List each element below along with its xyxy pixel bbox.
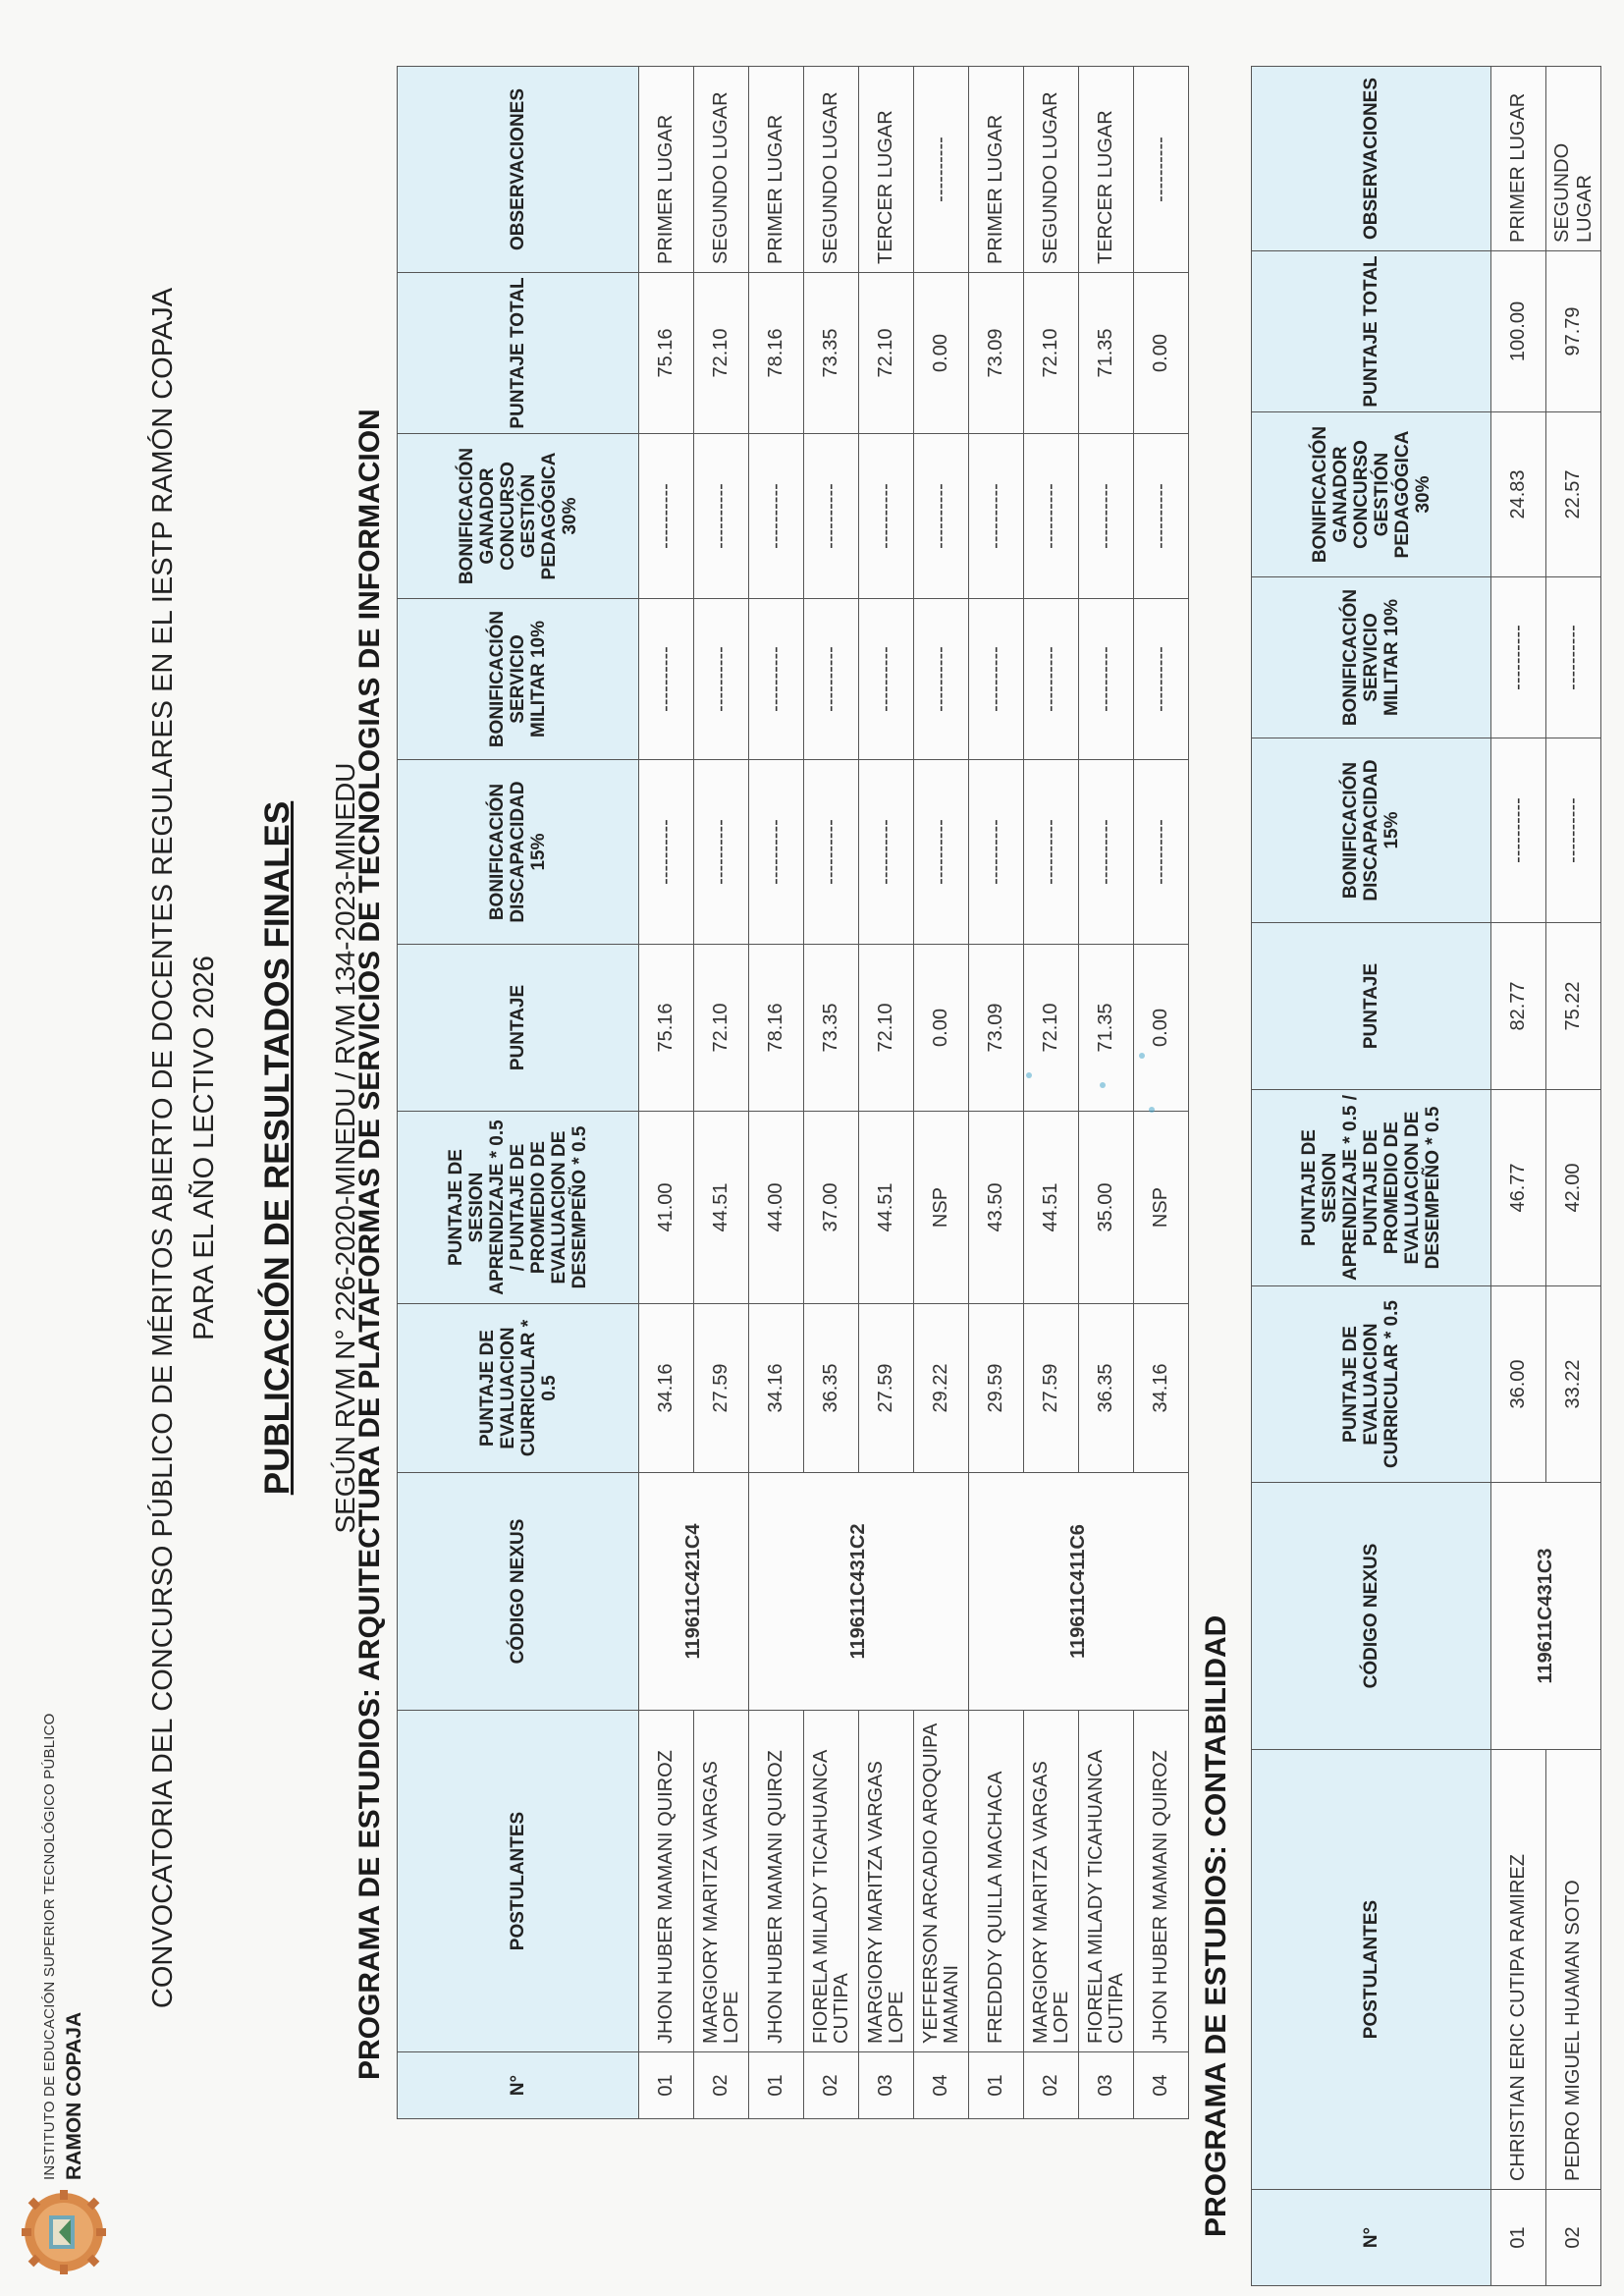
sesion-score: 42.00 bbox=[1546, 1090, 1601, 1286]
puntaje-total: 100.00 bbox=[1491, 251, 1546, 412]
sesion-score: NSP bbox=[914, 1112, 969, 1304]
bonus-ganador: ---------- bbox=[1079, 434, 1134, 599]
col-total: PUNTAJE TOTAL bbox=[398, 273, 639, 434]
postulante-name: JHON HUBER MAMANI QUIROZ bbox=[639, 1711, 694, 2052]
bonus-discapacidad: ---------- bbox=[859, 760, 914, 945]
row-number: 02 bbox=[694, 2052, 749, 2119]
table-row bbox=[639, 67, 694, 2119]
bonus-militar: ---------- bbox=[914, 599, 969, 760]
observacion: SEGUNDO LUGAR bbox=[694, 67, 749, 273]
puntaje-total: 78.16 bbox=[749, 273, 804, 434]
puntaje-total: 97.79 bbox=[1546, 251, 1601, 412]
col-postulantes: POSTULANTES bbox=[398, 1711, 639, 2052]
col-codigo-nexus: CÓDIGO NEXUS bbox=[398, 1473, 639, 1711]
rvm-reference: SEGÚN RVM N° 226-2020-MINEDU / RVM 134-2023-MINEDU bbox=[330, 762, 360, 1534]
postulante-name: MARGIORY MARITZA VARGAS LOPE bbox=[694, 1711, 749, 2052]
puntaje-total: 0.00 bbox=[914, 273, 969, 434]
bonus-militar: ---------- bbox=[1134, 599, 1189, 760]
col-sesion: PUNTAJE DE SESION APRENDIZAJE * 0.5 / PUNTAJE DE PROMEDIO DE EVALUACION DE DESEMPEÑO * 0.5 bbox=[398, 1112, 639, 1304]
bonus-militar: ---------- bbox=[804, 599, 859, 760]
row-number: 04 bbox=[1134, 2052, 1189, 2119]
col-n: N° bbox=[398, 2052, 639, 2119]
col-observaciones: OBSERVACIONES bbox=[1252, 67, 1491, 251]
observacion: SEGUNDO LUGAR bbox=[804, 67, 859, 273]
col-n: N° bbox=[1252, 2190, 1491, 2286]
eval-curricular: 36.35 bbox=[1079, 1304, 1134, 1473]
row-number: 01 bbox=[969, 2052, 1024, 2119]
observacion: PRIMER LUGAR bbox=[969, 67, 1024, 273]
row-number: 02 bbox=[1546, 2190, 1601, 2286]
row-number: 02 bbox=[804, 2052, 859, 2119]
sesion-score: 44.51 bbox=[859, 1112, 914, 1304]
codigo-nexus: 119611C411C6 bbox=[969, 1473, 1189, 1711]
puntaje-total: 72.10 bbox=[859, 273, 914, 434]
postulante-name: YEFFERSON ARCADIO AROQUIPA MAMANI bbox=[914, 1711, 969, 2052]
eval-curricular: 34.16 bbox=[749, 1304, 804, 1473]
bonus-ganador: ---------- bbox=[749, 434, 804, 599]
col-discapacidad: BONIFICACIÓN DISCAPACIDAD 15% bbox=[398, 760, 639, 945]
postulante-name: JHON HUBER MAMANI QUIROZ bbox=[749, 1711, 804, 2052]
puntaje-total: 72.10 bbox=[694, 273, 749, 434]
sesion-score: 43.50 bbox=[969, 1112, 1024, 1304]
postulante-name: FREDDDY QUILLA MACHACA bbox=[969, 1711, 1024, 2052]
codigo-nexus: 119611C421C4 bbox=[639, 1473, 749, 1711]
puntaje: 0.00 bbox=[1134, 945, 1189, 1112]
table-row bbox=[914, 67, 969, 2119]
table-row bbox=[1079, 67, 1134, 2119]
sesion-score: 37.00 bbox=[804, 1112, 859, 1304]
puntaje: 72.10 bbox=[694, 945, 749, 1112]
observacion: SEGUNDO LUGAR bbox=[1546, 67, 1601, 251]
bonus-ganador: ---------- bbox=[914, 434, 969, 599]
sesion-score: 35.00 bbox=[1079, 1112, 1134, 1304]
table-row bbox=[1546, 67, 1601, 2286]
bonus-militar: ---------- bbox=[694, 599, 749, 760]
ink-speck bbox=[1149, 1107, 1155, 1113]
row-number: 01 bbox=[639, 2052, 694, 2119]
col-codigo-nexus: CÓDIGO NEXUS bbox=[1252, 1483, 1491, 1750]
table-row bbox=[969, 67, 1024, 2119]
bonus-militar: ---------- bbox=[859, 599, 914, 760]
col-eval-curricular: PUNTAJE DE EVALUACION CURRICULAR * 0.5 bbox=[398, 1304, 639, 1473]
table-row bbox=[1024, 67, 1079, 2119]
bonus-militar: ---------- bbox=[1024, 599, 1079, 760]
observacion: PRIMER LUGAR bbox=[1491, 67, 1546, 251]
observacion: SEGUNDO LUGAR bbox=[1024, 67, 1079, 273]
sesion-score: 44.00 bbox=[749, 1112, 804, 1304]
eval-curricular: 29.22 bbox=[914, 1304, 969, 1473]
bonus-discapacidad: ---------- bbox=[1134, 760, 1189, 945]
col-puntaje: PUNTAJE bbox=[398, 945, 639, 1112]
row-number: 04 bbox=[914, 2052, 969, 2119]
bonus-ganador: 24.83 bbox=[1491, 412, 1546, 577]
puntaje: 75.22 bbox=[1546, 923, 1601, 1090]
results-table-arquitectura bbox=[397, 66, 1189, 2119]
puntaje: 72.10 bbox=[1024, 945, 1079, 1112]
puntaje: 73.35 bbox=[804, 945, 859, 1112]
bonus-discapacidad: ---------- bbox=[694, 760, 749, 945]
bonus-ganador: ---------- bbox=[804, 434, 859, 599]
bonus-discapacidad: ---------- bbox=[1491, 738, 1546, 923]
postulante-name: MARGIORY MARITZA VARGAS LOPE bbox=[1024, 1711, 1079, 2052]
col-postulantes: POSTULANTES bbox=[1252, 1750, 1491, 2190]
bonus-militar: ---------- bbox=[969, 599, 1024, 760]
bonus-discapacidad: ---------- bbox=[914, 760, 969, 945]
col-ganador: BONIFICACIÓN GANADOR CONCURSO GESTIÓN PEDAGÓGICA 30% bbox=[398, 434, 639, 599]
postulante-name: PEDRO MIGUEL HUAMAN SOTO bbox=[1546, 1750, 1601, 2190]
bonus-ganador: ---------- bbox=[969, 434, 1024, 599]
bonus-discapacidad: ---------- bbox=[639, 760, 694, 945]
puntaje-total: 71.35 bbox=[1079, 273, 1134, 434]
bonus-militar: ---------- bbox=[1546, 577, 1601, 738]
col-militar: BONIFICACIÓN SERVICIO MILITAR 10% bbox=[1252, 577, 1491, 738]
postulante-name: MARGIORY MARITZA VARGAS LOPE bbox=[859, 1711, 914, 2052]
bonus-discapacidad: ---------- bbox=[1024, 760, 1079, 945]
puntaje: 78.16 bbox=[749, 945, 804, 1112]
col-sesion: PUNTAJE DE SESION APRENDIZAJE * 0.5 / PUNTAJE DE PROMEDIO DE EVALUACION DE DESEMPEÑO * 0.5 bbox=[1252, 1090, 1491, 1286]
col-total: PUNTAJE TOTAL bbox=[1252, 251, 1491, 412]
postulante-name: JHON HUBER MAMANI QUIROZ bbox=[1134, 1711, 1189, 2052]
codigo-nexus: 119611C431C2 bbox=[749, 1473, 969, 1711]
institution-name: RAMON COPAJA bbox=[63, 2011, 85, 2180]
sesion-score: 46.77 bbox=[1491, 1090, 1546, 1286]
sesion-score: 44.51 bbox=[1024, 1112, 1079, 1304]
postulante-name: FIORELA MILADY TICAHUANCA CUTIPA bbox=[804, 1711, 859, 2052]
observacion: PRIMER LUGAR bbox=[639, 67, 694, 273]
school-year: PARA EL AÑO LECTIVO 2026 bbox=[189, 956, 220, 1340]
eval-curricular: 36.00 bbox=[1491, 1286, 1546, 1483]
col-eval-curricular: PUNTAJE DE EVALUACION CURRICULAR * 0.5 bbox=[1252, 1286, 1491, 1483]
bonus-militar: ---------- bbox=[639, 599, 694, 760]
bonus-discapacidad: ---------- bbox=[1079, 760, 1134, 945]
row-number: 03 bbox=[1079, 2052, 1134, 2119]
table-row bbox=[804, 67, 859, 2119]
eval-curricular: 27.59 bbox=[1024, 1304, 1079, 1473]
bonus-ganador: ---------- bbox=[639, 434, 694, 599]
eval-curricular: 33.22 bbox=[1546, 1286, 1601, 1483]
eval-curricular: 34.16 bbox=[1134, 1304, 1189, 1473]
puntaje: 82.77 bbox=[1491, 923, 1546, 1090]
puntaje: 75.16 bbox=[639, 945, 694, 1112]
bonus-discapacidad: ---------- bbox=[749, 760, 804, 945]
row-number: 03 bbox=[859, 2052, 914, 2119]
bonus-ganador: ---------- bbox=[1134, 434, 1189, 599]
table-row bbox=[749, 67, 804, 2119]
bonus-discapacidad: ---------- bbox=[804, 760, 859, 945]
codigo-nexus: 119611C431C3 bbox=[1491, 1483, 1601, 1750]
bonus-ganador: ---------- bbox=[859, 434, 914, 599]
program-title-contabilidad: PROGRAMA DE ESTUDIOS: CONTABILIDAD bbox=[1200, 1614, 1232, 2237]
sesion-score: 41.00 bbox=[639, 1112, 694, 1304]
eval-curricular: 27.59 bbox=[694, 1304, 749, 1473]
puntaje: 72.10 bbox=[859, 945, 914, 1112]
row-number: 01 bbox=[1491, 2190, 1546, 2286]
puntaje-total: 73.35 bbox=[804, 273, 859, 434]
eval-curricular: 36.35 bbox=[804, 1304, 859, 1473]
postulante-name: FIORELA MILADY TICAHUANCA CUTIPA bbox=[1079, 1711, 1134, 2052]
col-discapacidad: BONIFICACIÓN DISCAPACIDAD 15% bbox=[1252, 738, 1491, 923]
puntaje-total: 73.09 bbox=[969, 273, 1024, 434]
observacion: TERCER LUGAR bbox=[1079, 67, 1134, 273]
table-row bbox=[1134, 67, 1189, 2119]
col-observaciones: OBSERVACIONES bbox=[398, 67, 639, 273]
ink-speck bbox=[1139, 1053, 1145, 1059]
program-title-arquitectura: PROGRAMA DE ESTUDIOS: ARQUITECTURA DE PLATAFORMAS DE SERVICIOS DE TECNOLOGIAS DE INFORMACION bbox=[353, 409, 386, 2080]
table-row bbox=[694, 67, 749, 2119]
ink-speck bbox=[1100, 1082, 1106, 1088]
bonus-militar: ---------- bbox=[749, 599, 804, 760]
col-militar: BONIFICACIÓN SERVICIO MILITAR 10% bbox=[398, 599, 639, 760]
puntaje: 71.35 bbox=[1079, 945, 1134, 1112]
sesion-score: 44.51 bbox=[694, 1112, 749, 1304]
sesion-score: NSP bbox=[1134, 1112, 1189, 1304]
row-number: 02 bbox=[1024, 2052, 1079, 2119]
observacion: TERCER LUGAR bbox=[859, 67, 914, 273]
bonus-militar: ---------- bbox=[1079, 599, 1134, 760]
col-puntaje: PUNTAJE bbox=[1252, 923, 1491, 1090]
observacion: ---------- bbox=[914, 67, 969, 273]
page-title: PUBLICACIÓN DE RESULTADOS FINALES bbox=[258, 800, 297, 1496]
ink-speck bbox=[1026, 1072, 1032, 1078]
col-ganador: BONIFICACIÓN GANADOR CONCURSO GESTIÓN PEDAGÓGICA 30% bbox=[1252, 412, 1491, 577]
bonus-militar: ---------- bbox=[1491, 577, 1546, 738]
bonus-ganador: 22.57 bbox=[1546, 412, 1601, 577]
table-row bbox=[859, 67, 914, 2119]
eval-curricular: 27.59 bbox=[859, 1304, 914, 1473]
eval-curricular: 29.59 bbox=[969, 1304, 1024, 1473]
postulante-name: CHRISTIAN ERIC CUTIPA RAMIREZ bbox=[1491, 1750, 1546, 2190]
results-table-contabilidad bbox=[1251, 66, 1601, 2286]
table-row bbox=[1491, 67, 1546, 2286]
bonus-ganador: ---------- bbox=[1024, 434, 1079, 599]
observacion: PRIMER LUGAR bbox=[749, 67, 804, 273]
observacion: ---------- bbox=[1134, 67, 1189, 273]
eval-curricular: 34.16 bbox=[639, 1304, 694, 1473]
convocatoria-title: CONVOCATORIA DEL CONCURSO PÚBLICO DE MÉRITOS ABIERTO DE DOCENTES REGULARES EN EL IESTP RAMÓN COPAJA bbox=[147, 287, 179, 2009]
bonus-discapacidad: ---------- bbox=[969, 760, 1024, 945]
bonus-ganador: ---------- bbox=[694, 434, 749, 599]
puntaje: 0.00 bbox=[914, 945, 969, 1112]
puntaje-total: 0.00 bbox=[1134, 273, 1189, 434]
puntaje-total: 75.16 bbox=[639, 273, 694, 434]
institution-logo bbox=[22, 2190, 106, 2274]
institution-subtitle: INSTITUTO DE EDUCACIÓN SUPERIOR TECNOLÓGICO PÚBLICO bbox=[41, 1713, 58, 2180]
puntaje: 73.09 bbox=[969, 945, 1024, 1112]
row-number: 01 bbox=[749, 2052, 804, 2119]
bonus-discapacidad: ---------- bbox=[1546, 738, 1601, 923]
puntaje-total: 72.10 bbox=[1024, 273, 1079, 434]
